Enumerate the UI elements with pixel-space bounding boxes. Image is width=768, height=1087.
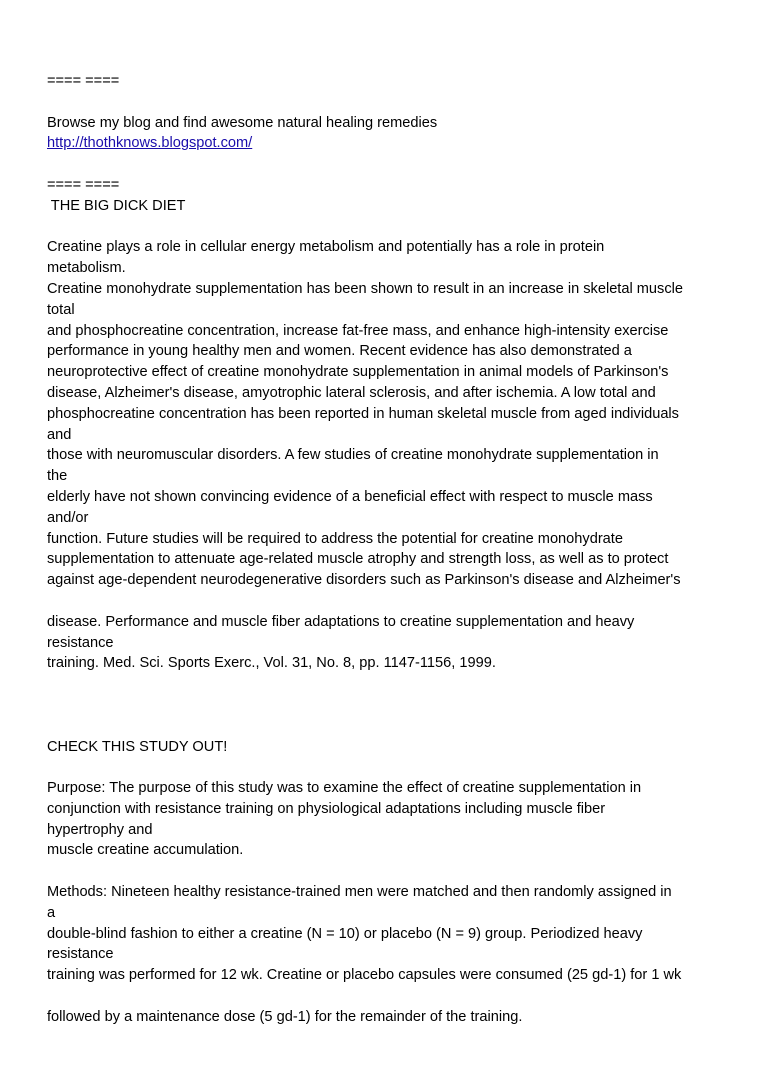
methods-line: resistance — [47, 946, 114, 963]
purpose-line: Purpose: The purpose of this study was to examine the effect of creatine supplementation in — [47, 780, 642, 797]
body-line: performance in young healthy men and women. Recent evidence has also demonstrated a — [47, 343, 632, 360]
blog-promo-text: Browse my blog and find awesome natural healing remedies — [47, 114, 438, 131]
separator-line: ==== ==== — [47, 73, 120, 89]
blog-link[interactable]: http://thothknows.blogspot.com/ — [47, 135, 253, 152]
body-line: phosphocreatine concentration has been reported in human skeletal muscle from aged individuals — [47, 405, 679, 422]
methods-line: double-blind fashion to either a creatine (N = 10) or placebo (N = 9) group. Periodized heavy — [47, 925, 643, 942]
document-title: THE BIG DICK DIET — [47, 197, 186, 214]
body-line: metabolism. — [47, 260, 126, 277]
separator-line: ==== ==== — [47, 176, 120, 193]
methods-line: followed by a maintenance dose (5 gd-1) for the remainder of the training. — [47, 1008, 523, 1025]
blank-line — [47, 757, 737, 778]
body-line: supplementation to attenuate age-related muscle atrophy and strength loss, as well as to protect — [47, 551, 669, 568]
body-line: elderly have not shown convincing evidence of a beneficial effect with respect to muscle mass — [47, 488, 653, 505]
blank-line — [47, 92, 737, 113]
body-line: Creatine plays a role in cellular energy metabolism and potentially has a role in protein — [47, 239, 605, 256]
blank-line — [47, 716, 737, 737]
body-line: and phosphocreatine concentration, increase fat-free mass, and enhance high-intensity exercise — [47, 322, 669, 339]
body-line: function. Future studies will be required to address the potential for creatine monohydrate — [47, 530, 623, 547]
methods-line: training was performed for 12 wk. Creatine or placebo capsules were consumed (25 gd-1) for 1 wk — [47, 967, 682, 984]
purpose-line: hypertrophy and — [47, 821, 153, 838]
body-line: Creatine monohydrate supplementation has been shown to result in an increase in skeletal muscle — [47, 280, 684, 297]
section-heading: CHECK THIS STUDY OUT! — [47, 738, 228, 755]
blank-line — [47, 695, 737, 716]
blank-line — [47, 674, 737, 695]
body-line: against age-dependent neurodegenerative disorders such as Parkinson's disease and Alzheimer's — [47, 572, 681, 589]
blank-line — [47, 217, 737, 238]
methods-line: a — [47, 904, 56, 921]
blank-line — [47, 591, 737, 612]
body-line: neuroprotective effect of creatine monohydrate supplementation in animal models of Parkinson's — [47, 364, 669, 381]
body-line: disease, Alzheimer's disease, amyotrophic lateral sclerosis, and after ischemia. A low total and — [47, 384, 656, 401]
document-page — [47, 71, 737, 1028]
body-line: total — [47, 301, 75, 318]
body-line: and/or — [47, 509, 89, 526]
blank-line — [47, 861, 737, 882]
body-line: those with neuromuscular disorders. A few studies of creatine monohydrate supplementation in — [47, 447, 659, 464]
purpose-line: muscle creatine accumulation. — [47, 842, 244, 859]
blank-line — [47, 986, 737, 1007]
methods-line: Methods: Nineteen healthy resistance-trained men were matched and then randomly assigned in — [47, 884, 672, 901]
citation-line: resistance — [47, 634, 114, 651]
body-line: and — [47, 426, 72, 443]
blank-line — [47, 154, 737, 175]
citation-line: disease. Performance and muscle fiber adaptations to creatine supplementation and heavy — [47, 613, 635, 630]
blog-link-line — [47, 133, 737, 154]
citation-line: training. Med. Sci. Sports Exerc., Vol. 31, No. 8, pp. 1147-1156, 1999. — [47, 655, 496, 672]
body-line: the — [47, 468, 68, 485]
purpose-line: conjunction with resistance training on physiological adaptations including muscle fiber — [47, 800, 606, 817]
